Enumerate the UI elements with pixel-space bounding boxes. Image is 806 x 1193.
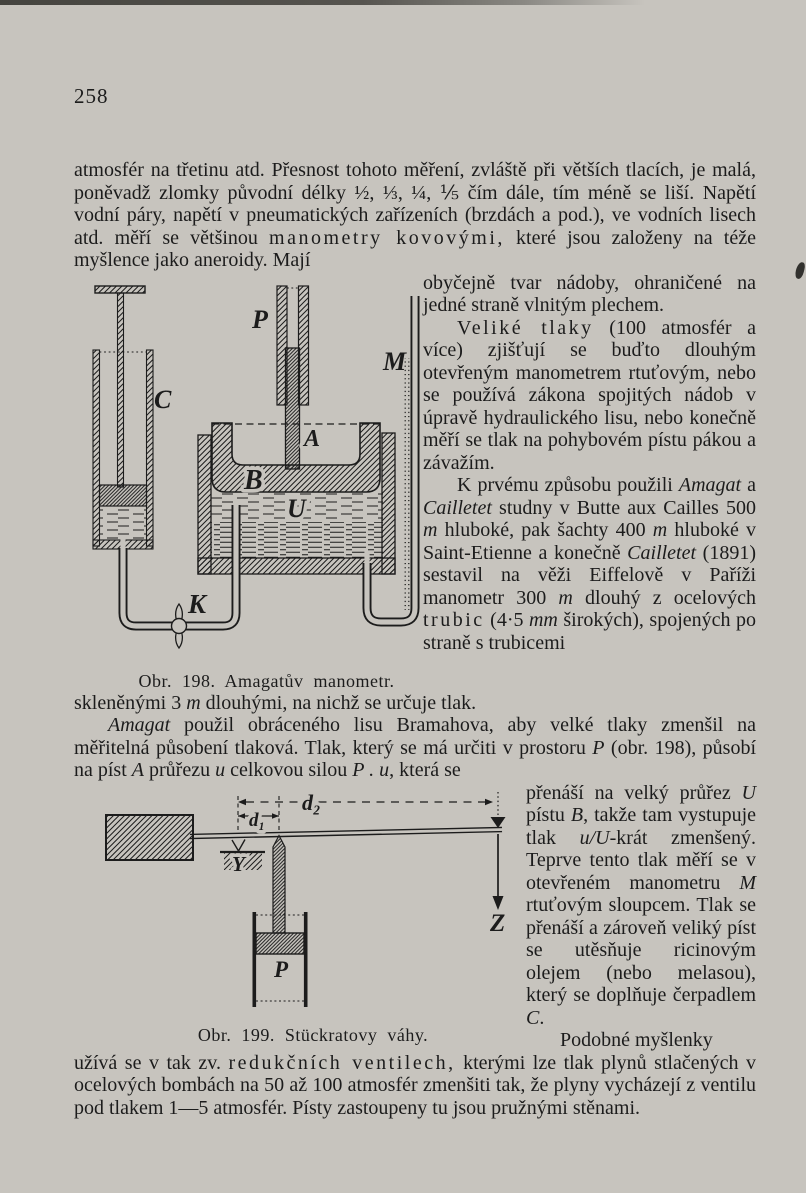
fig199-counterweight [106, 815, 193, 860]
paragraph-col1-1: obyčejně tvar nádoby, ohraničené na jedné straně vlnitým plechem. [423, 271, 756, 316]
fig199-label-y: Y [232, 851, 245, 876]
fig198-press [198, 286, 395, 574]
paragraph-amagat-press: Amagat použil obráceného lisu Bramahova, aby velké tlaky zmenšil na měřitelná působení tlaková. Tlak, který se má určiti v prostoru P (obr. 198), působí na píst A průřezu u celkovou silou P . u, která se [74, 714, 756, 781]
fig199-piston-head [256, 933, 304, 954]
section-fig199 [74, 782, 756, 1052]
fig199-label-d1: d₁ [249, 809, 266, 831]
fig198-label-b: B [244, 464, 263, 496]
paragraph-col2-2: Podobné myšlenky [560, 1029, 713, 1051]
fig199-load-arrowhead [491, 817, 506, 828]
fig198-label-p: P [252, 304, 268, 334]
fig199-knife-edge [232, 839, 245, 851]
section-mid [74, 692, 756, 782]
fig198-valve-k [172, 604, 187, 648]
paragraph-col1-2: Veliké tlaky (100 atmosfér a více) zjišťují se buďto dlouhým otevřeným manometrem rtuťovým, nebo se používá zákona spojitých nádob v úpravě hydraulického lisu, nebo konečně měří se tlak na pohybovém pístu pákou a závažím. [423, 316, 756, 474]
section-fig198 [74, 271, 757, 691]
fig198-illustration [66, 276, 421, 666]
figure-198 [66, 276, 421, 692]
paragraph-reduction-valves: užívá se v tak zv. redukčních ventilech, kterými lze tlak plynů stlačených v ocelových bombách na 50 až 100 atmosfér zmenšiti tak, že plyny vycházejí z ventilu pod tlakem 1—5 atmosfér. Písty zastoupeny tu jsou pružnými stěnami. [74, 1051, 756, 1119]
paragraph-col1-3: K prvému způsobu použili Amagat a Cailletet studny v Butte aux Cailles 500 m hluboké, pak šachty 400 m hluboké v Saint-Etienne a konečně Cailletet (1891) sestavil na věži Eiffelově v Paříži manometr 300 m dlouhý z ocelových trubic (4·5 mm širokých), spojených po straně s trubicemi [423, 474, 757, 654]
page-number: 258 [74, 84, 109, 108]
paragraph-intro: atmosfér na třetinu atd. Přesnost tohoto měření, zvláště při větších tlacích, je malá, poněvadž zlomky původní délky ½, ⅓, ¼, ⅕ čím dále, tím méně se liší. Napětí vodní páry, napětí v pneumatických zařízeních (brzdách a pod.), ve vodních lisech atd. měří se většinou manometry kovovými, které jsou založeny na téže myšlence jako aneroidy. Mají [74, 159, 756, 271]
fig199-piston-rod [273, 835, 285, 933]
fig199-beam-assembly [106, 815, 504, 870]
fig198-label-u: U [287, 493, 306, 523]
figure-198-caption: Obr. 198. Amagatův manometr. [138, 670, 395, 691]
fig199-label-p: P [274, 956, 289, 982]
paragraph-col2-1: přenáší na velký průřez U pístu B, takže tam vystupuje tlak u/U-krát zmenšený. Teprve tento tlak měří se v otevřeném manometru M rtuťovým sloupcem. Tlak se přenáší a zároveň veliký píst se utěsňuje ricinovým olejem (nebo melasou), který se doplňuje čerpadlem C. [526, 781, 757, 1029]
fig198-piston-a-rod [286, 348, 300, 469]
scan-edge-artifact [0, 0, 806, 5]
section-bottom [74, 1052, 756, 1120]
fig198-label-a: A [304, 425, 321, 452]
fig198-label-m: M [383, 346, 407, 376]
fig198-scale-ticks [405, 358, 410, 610]
fig199-label-z: Z [490, 909, 506, 937]
fig199-force-arrow [493, 834, 504, 910]
paragraph-glass-tubes: skleněnými 3 m dlouhými, na nichž se určuje tlak. [74, 691, 477, 714]
fig198-label-k: K [188, 588, 207, 619]
fig198-pump-c [93, 286, 153, 549]
fig198-label-c: C [154, 384, 172, 414]
figure-199 [86, 788, 526, 1046]
fig199-label-d2: d₂ [302, 789, 321, 815]
figure-199-caption: Obr. 199. Stückratovy váhy. [197, 1024, 429, 1045]
fig199-illustration [86, 788, 526, 1020]
